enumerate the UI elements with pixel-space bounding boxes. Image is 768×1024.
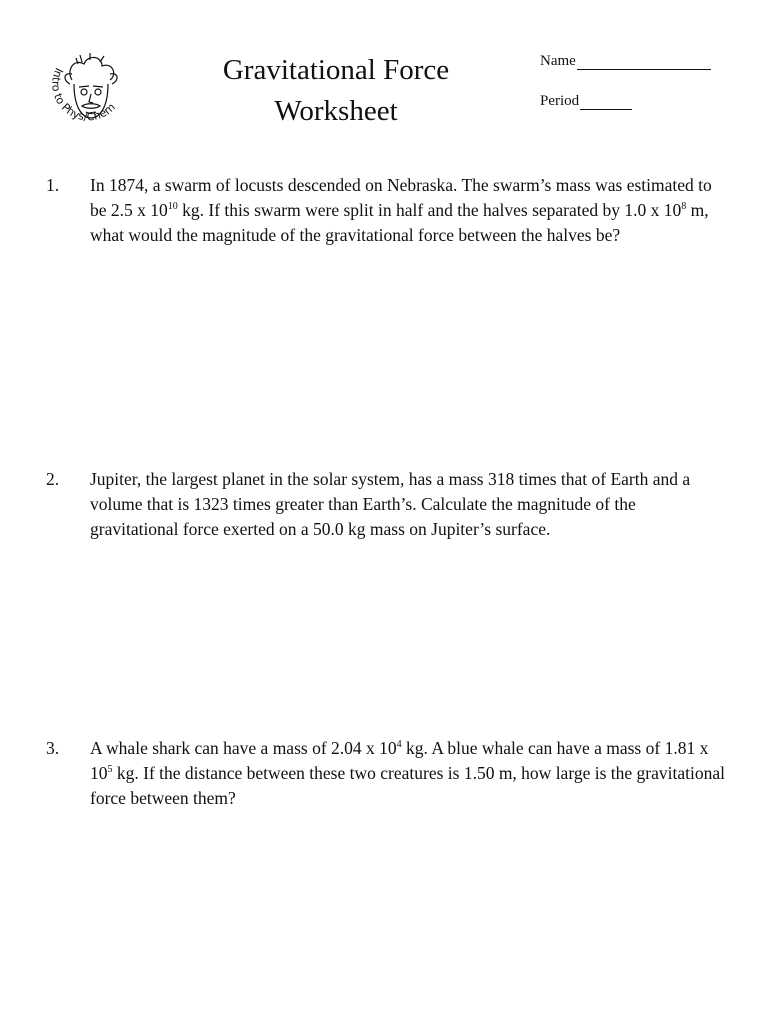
question-text-part: kg. A blue whale can have a mass of 1.81 x 10 xyxy=(90,738,709,783)
question-text-part: kg. If this swarm were split in half and the halves separated by 1.0 x 10 xyxy=(177,200,682,220)
question-number: 1. xyxy=(46,175,60,195)
exponent: 10 xyxy=(167,201,178,212)
question-2 xyxy=(46,467,726,542)
name-field[interactable] xyxy=(540,52,711,70)
question-text: Jupiter, the largest planet in the solar system, has a mass 318 times that of Earth and a volume that is 1323 times greater than Earth’s. Calculate the magnitude of the gravitational force exerted on a 50.0 kg mass on Jupiter’s surface. xyxy=(90,469,691,539)
question-text-part: m, what would the magnitude of the gravitational force between the halves be? xyxy=(90,200,709,245)
period-field[interactable] xyxy=(540,92,632,110)
exponent: 5 xyxy=(107,764,113,775)
period-blank-line[interactable] xyxy=(580,94,632,110)
question-3 xyxy=(46,736,726,811)
question-1 xyxy=(46,173,726,248)
question-text-part: A whale shark can have a mass of 2.04 x 10 xyxy=(90,738,397,758)
logo-lettering: Intro to Phys/Chem xyxy=(49,65,118,124)
title-line-2: Worksheet xyxy=(274,95,398,127)
intro-to-phys-chem-logo xyxy=(44,50,134,142)
question-text xyxy=(90,173,726,248)
name-blank-line[interactable] xyxy=(577,54,711,70)
worksheet-title xyxy=(190,50,482,132)
period-label: Period xyxy=(540,93,580,109)
question-text-part: kg. If the distance between these two creatures is 1.50 m, how large is the gravitational force between them? xyxy=(90,763,725,808)
question-text-part: In 1874, a swarm of locusts descended on Nebraska. The swarm’s mass was estimated to be 2.5 x 10 xyxy=(90,175,712,220)
question-text xyxy=(90,736,726,811)
question-number: 2. xyxy=(46,469,60,489)
exponent: 8 xyxy=(681,201,687,212)
title-line-1: Gravitational Force xyxy=(222,54,450,86)
exponent: 4 xyxy=(396,739,402,750)
question-number: 3. xyxy=(46,738,60,758)
name-label: Name xyxy=(540,53,576,69)
